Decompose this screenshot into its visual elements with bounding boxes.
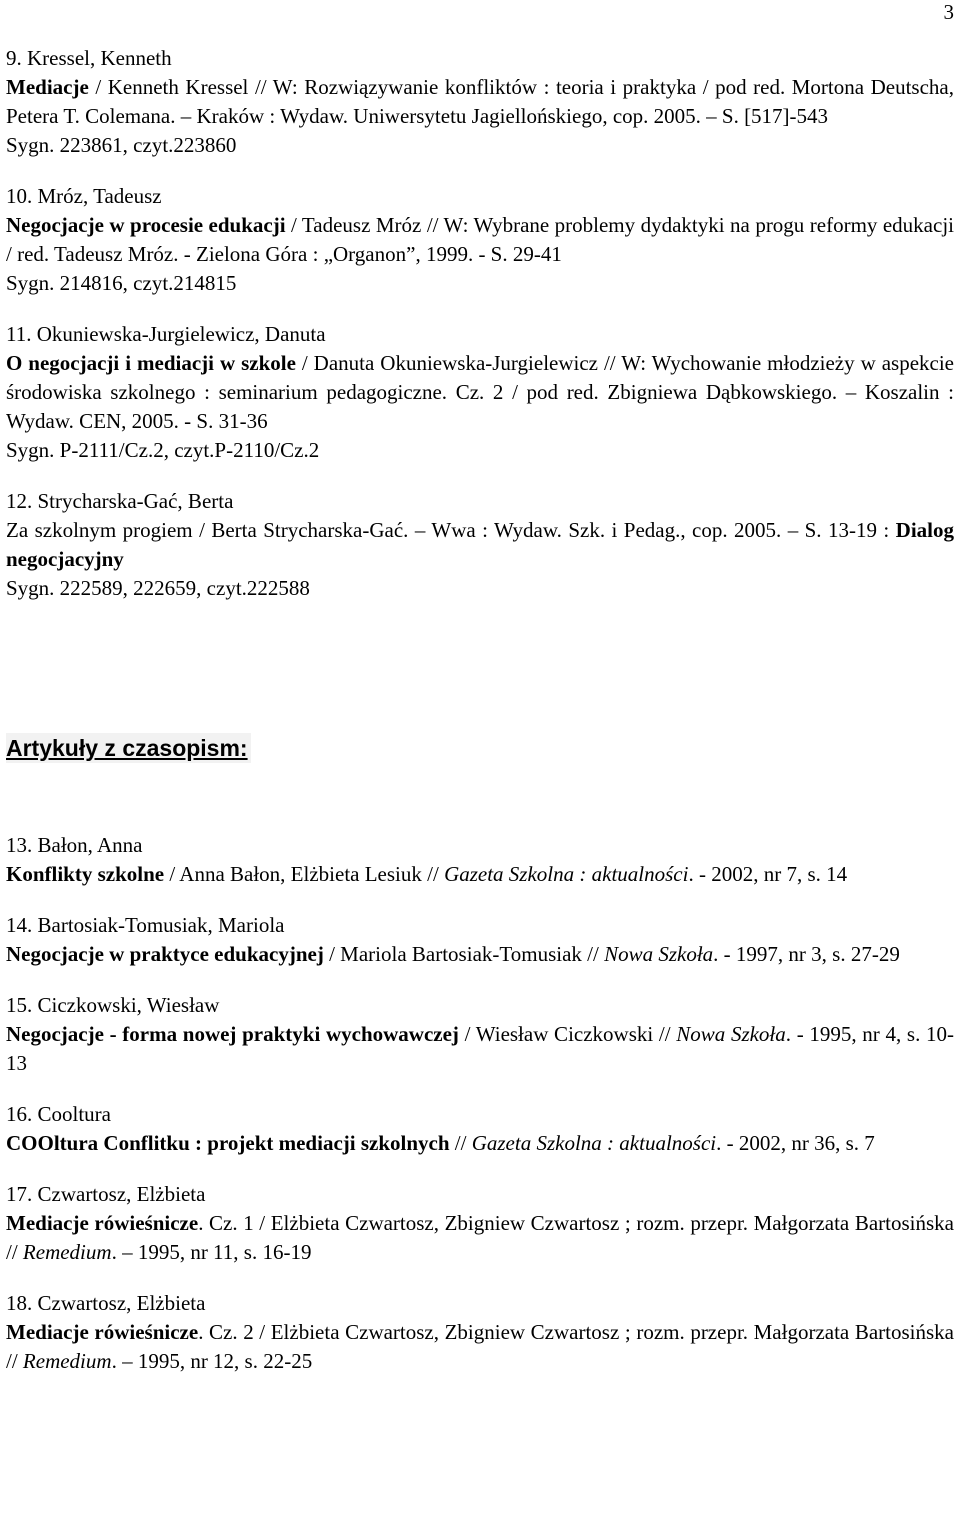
entry-text: . – 1995, nr 12, s. 22-25 <box>111 1349 313 1373</box>
entry-title: O negocjacji i mediacji w szkole <box>6 351 296 375</box>
entry-source: Nowa Szkoła <box>676 1022 786 1046</box>
entry-description <box>6 1020 954 1078</box>
bibliography-entry <box>6 831 954 889</box>
entry-description <box>6 1318 954 1376</box>
entry-author: 10. Mróz, Tadeusz <box>6 184 162 208</box>
entry-signature: Sygn. P-2111/Cz.2, czyt.P-2110/Cz.2 <box>6 438 320 462</box>
entry-author: 12. Strycharska-Gać, Berta <box>6 489 234 513</box>
entry-author: 14. Bartosiak-Tomusiak, Mariola <box>6 913 285 937</box>
entry-text: // <box>449 1131 472 1155</box>
entry-author: 13. Bałon, Anna <box>6 833 143 857</box>
entry-title: Mediacje rówieśnicze <box>6 1211 199 1235</box>
entry-signature: Sygn. 214816, czyt.214815 <box>6 271 237 295</box>
bibliography-entry <box>6 44 954 160</box>
entry-author: 11. Okuniewska-Jurgielewicz, Danuta <box>6 322 326 346</box>
bibliography-content <box>6 44 954 1398</box>
entry-text: . - 2002, nr 36, s. 7 <box>716 1131 875 1155</box>
entry-signature: Sygn. 223861, czyt.223860 <box>6 133 237 157</box>
entry-description <box>6 211 954 269</box>
bibliography-entry <box>6 320 954 465</box>
entry-title: Mediacje rówieśnicze <box>6 1320 199 1344</box>
bibliography-entry <box>6 911 954 969</box>
entry-description <box>6 73 954 131</box>
bibliography-entry <box>6 487 954 603</box>
book-entries <box>6 44 954 603</box>
bibliography-entry <box>6 1100 954 1158</box>
entry-description <box>6 860 954 889</box>
entry-title: Negocjacje w praktyce edukacyjnej <box>6 942 324 966</box>
section-heading-wrap <box>6 625 954 831</box>
entry-text: / Kenneth Kressel // W: Rozwiązywanie konfliktów : teoria i praktyka / pod red. Mortona Deutscha, Petera T. Colemana. – Kraków : Wydaw. Uniwersytetu Jagiellońskiego, cop. 2005. – S. [517]-543 <box>6 75 954 128</box>
entry-description <box>6 940 954 969</box>
entry-title: COOltura Conflitku : projekt mediacji szkolnych <box>6 1131 450 1155</box>
entry-description <box>6 349 954 436</box>
entry-description <box>6 1209 954 1267</box>
entry-text: . Cz. 2 / Elżbieta Czwartosz, Zbigniew Czwartosz ; rozm. przepr. Małgorzata Bartosińska // <box>6 1320 954 1373</box>
entry-source: Nowa Szkoła <box>604 942 714 966</box>
entry-title: Konflikty szkolne <box>6 862 165 886</box>
entry-author: 9. Kressel, Kenneth <box>6 46 172 70</box>
article-entries <box>6 831 954 1376</box>
entry-text: . - 2002, nr 7, s. 14 <box>688 862 848 886</box>
entry-description <box>6 516 954 574</box>
entry-title: Negocjacje w procesie edukacji <box>6 213 286 237</box>
entry-description <box>6 1129 954 1158</box>
entry-text: / Mariola Bartosiak-Tomusiak // <box>323 942 605 966</box>
entry-text: Za szkolnym progiem / Berta Strycharska-Gać. – Wwa : Wydaw. Szk. i Pedag., cop. 2005. – S. 13-19 : <box>6 518 896 542</box>
entry-text: / Wiesław Ciczkowski // <box>458 1022 677 1046</box>
entry-title: Mediacje <box>6 75 89 99</box>
page-number: 3 <box>943 0 954 24</box>
entry-author: 17. Czwartosz, Elżbieta <box>6 1182 206 1206</box>
entry-text: . – 1995, nr 11, s. 16-19 <box>111 1240 312 1264</box>
entry-source: Gazeta Szkolna : aktualności <box>444 862 689 886</box>
bibliography-entry <box>6 1289 954 1376</box>
section-heading: Artykuły z czasopism: <box>6 733 251 763</box>
bibliography-entry <box>6 1180 954 1267</box>
entry-source: Gazeta Szkolna : aktualności <box>471 1131 717 1155</box>
bibliography-entry <box>6 991 954 1078</box>
entry-text: . Cz. 1 / Elżbieta Czwartosz, Zbigniew Czwartosz ; rozm. przepr. Małgorzata Bartosińska // <box>6 1211 954 1264</box>
entry-author: 18. Czwartosz, Elżbieta <box>6 1291 206 1315</box>
entry-signature: Sygn. 222589, 222659, czyt.222588 <box>6 576 310 600</box>
entry-title: Dialog negocjacyjny <box>6 518 954 571</box>
entry-text: . - 1995, nr 4, s. 10-13 <box>6 1022 955 1075</box>
entry-title: Negocjacje - forma nowej praktyki wychowawczej <box>6 1022 459 1046</box>
entry-source: Remedium <box>22 1349 112 1373</box>
entry-text: / Danuta Okuniewska-Jurgielewicz // W: Wychowanie młodzieży w aspekcie środowiska szkolnego : seminarium pedagogiczne. Cz. 2 / pod red. Zbigniewa Dąbkowskiego. – Koszalin : Wydaw. CEN, 2005. - S. 31-36 <box>6 351 954 433</box>
bibliography-entry <box>6 182 954 298</box>
entry-text: . - 1997, nr 3, s. 27-29 <box>713 942 900 966</box>
entry-text: / Tadeusz Mróz // W: Wybrane problemy dydaktyki na progu reformy edukacji / red. Tadeusz Mróz. - Zielona Góra : „Organon”, 1999. - S. 29-41 <box>6 213 954 266</box>
entry-source: Remedium <box>22 1240 112 1264</box>
entry-author: 15. Ciczkowski, Wiesław <box>6 993 220 1017</box>
entry-author: 16. Cooltura <box>6 1102 111 1126</box>
entry-text: / Anna Bałon, Elżbieta Lesiuk // <box>164 862 445 886</box>
